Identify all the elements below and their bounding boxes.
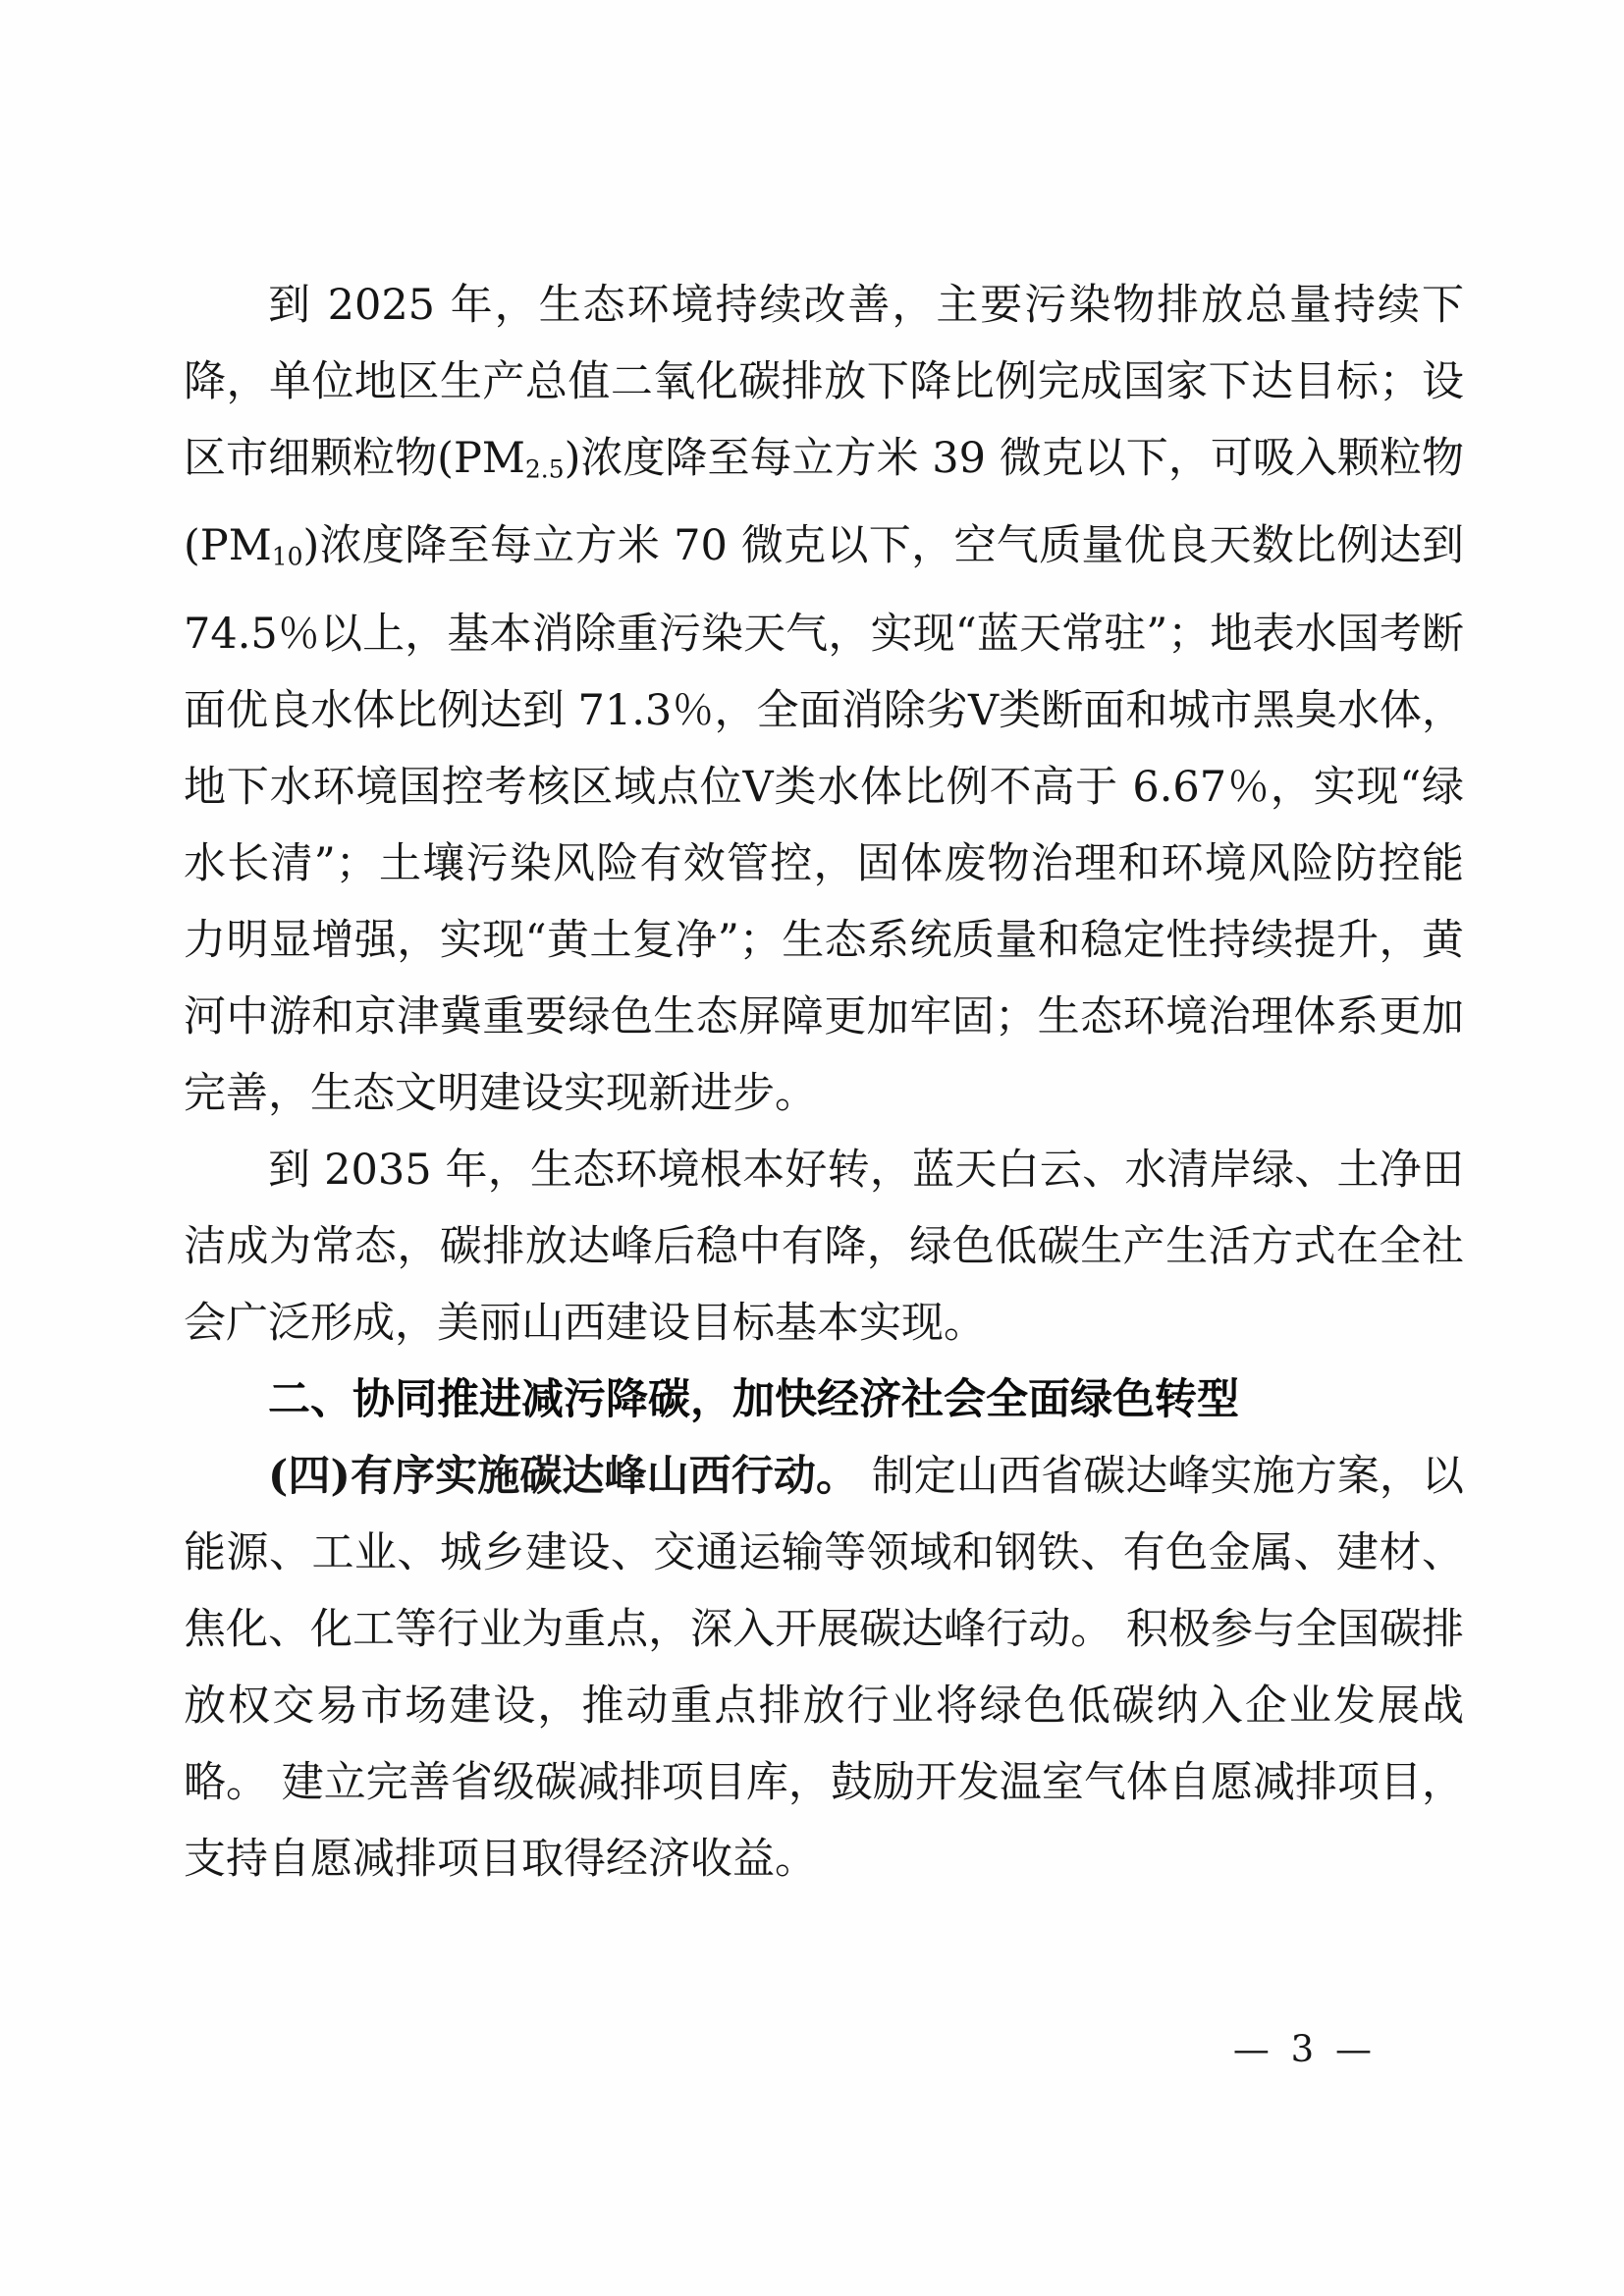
- body-paragraph: [184, 1132, 1464, 1362]
- text-run: )浓度降至每立方米 70 微克以下，空气质量优良天数比例达到 74.5％以上，基本消除重污染天气，实现“蓝天常驻”；地表水国考断面优良水体比例达到 71.3％，全面消除劣Ⅴ类断面和城市黑臭水体，地下水环境国控考核区域点位Ⅴ类水体比例不高于 6.67％，实现“绿水长清”；土壤污染风险有效管控，固体废物治理和环境风险防控能力明显增强，实现“黄土复净”；生态系统质量和稳定性持续提升，黄河中游和京津冀重要绿色生态屏障更加牢固；生态环境治理体系更加完善，生态文明建设实现新进步。: [184, 521, 1464, 1118]
- body-paragraph: [184, 267, 1464, 1132]
- text-run-sub: 2.5: [524, 454, 565, 484]
- text-run: 二、协同推进减污降碳，加快经济社会全面绿色转型: [268, 1375, 1239, 1423]
- text-run: 制定山西省碳达峰实施方案，以能源、工业、城乡建设、交通运输等领域和钢铁、有色金属、建材、焦化、化工等行业为重点，深入开展碳达峰行动。 积极参与全国碳排放权交易市场建设，推动重点排放行业将绿色低碳纳入企业发展战略。 建立完善省级碳减排项目库，鼓励开发温室气体自愿减排项目，支持自愿减排项目取得经济收益。: [184, 1451, 1464, 1884]
- body-paragraph: [184, 1438, 1464, 1897]
- text-run: 到 2025 年，生态环境持续改善，主要污染物排放总量持续下降，单位地区生产总值二氧化碳排放下降比例完成国家下达目标；设区市细颗粒物(PM: [184, 281, 1464, 483]
- page-number: [1233, 2030, 1377, 2069]
- section-heading: [184, 1362, 1464, 1438]
- page-number-text: — 3 —: [1232, 2028, 1377, 2070]
- text-run-sub: 10: [271, 542, 303, 571]
- text-run-kai: (四)有序实施碳达峰山西行动。: [268, 1451, 859, 1501]
- document-body: [184, 267, 1464, 1897]
- text-run: )浓度降至每立方米 39 微克以下，可吸入颗粒物(PM: [184, 434, 1464, 571]
- text-run: 到 2035 年，生态环境根本好转，蓝天白云、水清岸绿、土净田洁成为常态，碳排放达峰后稳中有降，绿色低碳生产生活方式在全社会广泛形成，美丽山西建设目标基本实现。: [184, 1145, 1464, 1348]
